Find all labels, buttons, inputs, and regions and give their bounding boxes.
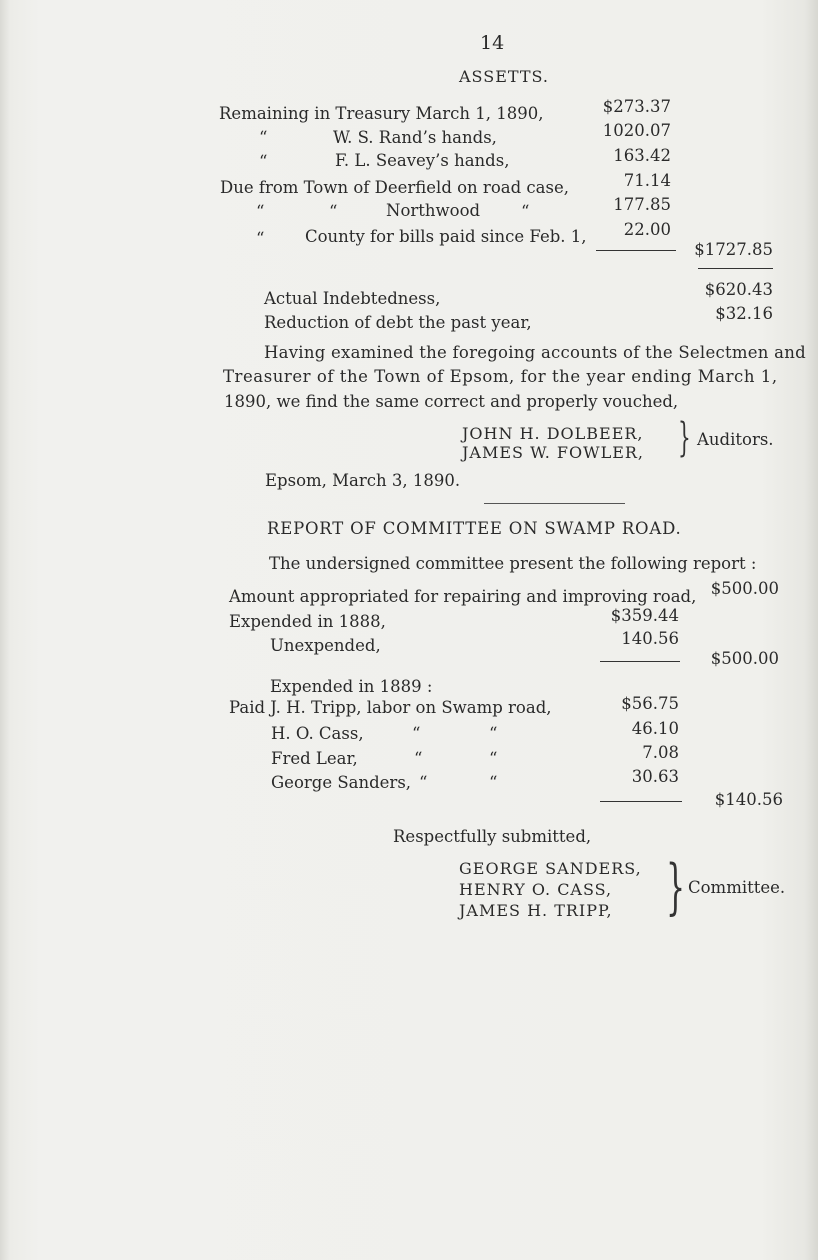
payment-amount: 7.08: [642, 743, 679, 762]
asset-row-label: W. S. Rand’s hands,: [333, 128, 497, 147]
ditto-mark: “: [329, 202, 338, 221]
asset-row-label: F. L. Seavey’s hands,: [335, 151, 510, 170]
payment-name: George Sanders,: [271, 773, 412, 792]
sum-rule: [596, 250, 676, 251]
total-1889: $140.56: [714, 790, 783, 809]
swamp-report-heading: REPORT OF COMMITTEE ON SWAMP ROAD.: [267, 519, 682, 538]
asset-row-label: Northwood: [386, 201, 481, 220]
ditto-mark: “: [489, 724, 498, 743]
ditto-mark: “: [259, 128, 268, 147]
audit-text-line: Treasurer of the Town of Epsom, for the year ending March 1,: [223, 367, 778, 386]
asset-row-amount: 1020.07: [602, 121, 671, 140]
unexpended-label: Unexpended,: [270, 636, 381, 655]
asset-row-label: County for bills paid since Feb. 1,: [305, 227, 587, 246]
appropriated-label: Amount appropriated for repairing and improving road,: [229, 587, 697, 606]
ditto-mark: “: [259, 152, 268, 171]
expended-1888-amount: $359.44: [610, 606, 679, 625]
auditor-name: JOHN H. DOLBEER,: [462, 424, 644, 443]
auditor-name: JAMES W. FOWLER,: [462, 443, 644, 462]
unexpended-amount: 140.56: [621, 629, 679, 648]
indebtedness-amount: $620.43: [704, 280, 773, 299]
assets-total: $1727.85: [694, 240, 773, 259]
ditto-mark: “: [419, 773, 428, 792]
page-number: 14: [480, 32, 505, 54]
ditto-mark: “: [521, 202, 530, 221]
asset-row-label: Due from Town of Deerfield on road case,: [220, 178, 569, 197]
audit-text-line: 1890, we find the same correct and properly vouched,: [224, 392, 679, 411]
asset-row-amount: 163.42: [613, 146, 671, 165]
committee-label: Committee.: [688, 878, 786, 897]
payment-name: H. O. Cass,: [271, 724, 364, 743]
appropriated-amount: $500.00: [710, 579, 779, 598]
reduction-amount: $32.16: [715, 304, 773, 323]
asset-row-amount: 177.85: [613, 195, 671, 214]
payment-name: Paid J. H. Tripp, labor on Swamp road,: [229, 698, 552, 717]
total-1888: $500.00: [710, 649, 779, 668]
expended-1888-label: Expended in 1888,: [229, 612, 386, 631]
asset-row-label: Remaining in Treasury March 1, 1890,: [219, 104, 544, 123]
ditto-mark: “: [256, 202, 265, 221]
payment-amount: 46.10: [631, 719, 679, 738]
expended-1889-label: Expended in 1889 :: [270, 677, 433, 696]
asset-row-amount: $273.37: [602, 97, 671, 116]
committee-member: HENRY O. CASS,: [459, 880, 613, 899]
payment-amount: 30.63: [631, 767, 679, 786]
swamp-intro: The undersigned committee present the following report :: [269, 554, 757, 573]
ditto-mark: “: [414, 749, 423, 768]
indebtedness-label: Actual Indebtedness,: [264, 289, 441, 308]
payment-name: Fred Lear,: [271, 749, 358, 768]
audit-date: Epsom, March 3, 1890.: [265, 471, 461, 490]
payment-amount: $56.75: [621, 694, 679, 713]
committee-member: JAMES H. TRIPP,: [459, 901, 613, 920]
asset-row-amount: 71.14: [623, 171, 671, 190]
ditto-mark: “: [256, 229, 265, 248]
committee-member: GEORGE SANDERS,: [459, 859, 642, 878]
total-rule: [698, 268, 773, 269]
assets-heading: ASSETTS.: [459, 67, 549, 86]
brace-icon: }: [678, 415, 691, 461]
ditto-mark: “: [489, 773, 498, 792]
brace-icon: }: [666, 852, 686, 922]
ditto-mark: “: [489, 749, 498, 768]
section-divider: [484, 503, 625, 504]
reduction-label: Reduction of debt the past year,: [264, 313, 532, 332]
ditto-mark: “: [412, 724, 421, 743]
audit-text-line: Having examined the foregoing accounts of the Selectmen and: [264, 343, 806, 362]
closing-line: Respectfully submitted,: [393, 827, 592, 846]
asset-row-amount: 22.00: [623, 220, 671, 239]
sum-rule: [600, 801, 682, 802]
auditors-label: Auditors.: [697, 430, 774, 449]
sum-rule: [600, 661, 680, 662]
